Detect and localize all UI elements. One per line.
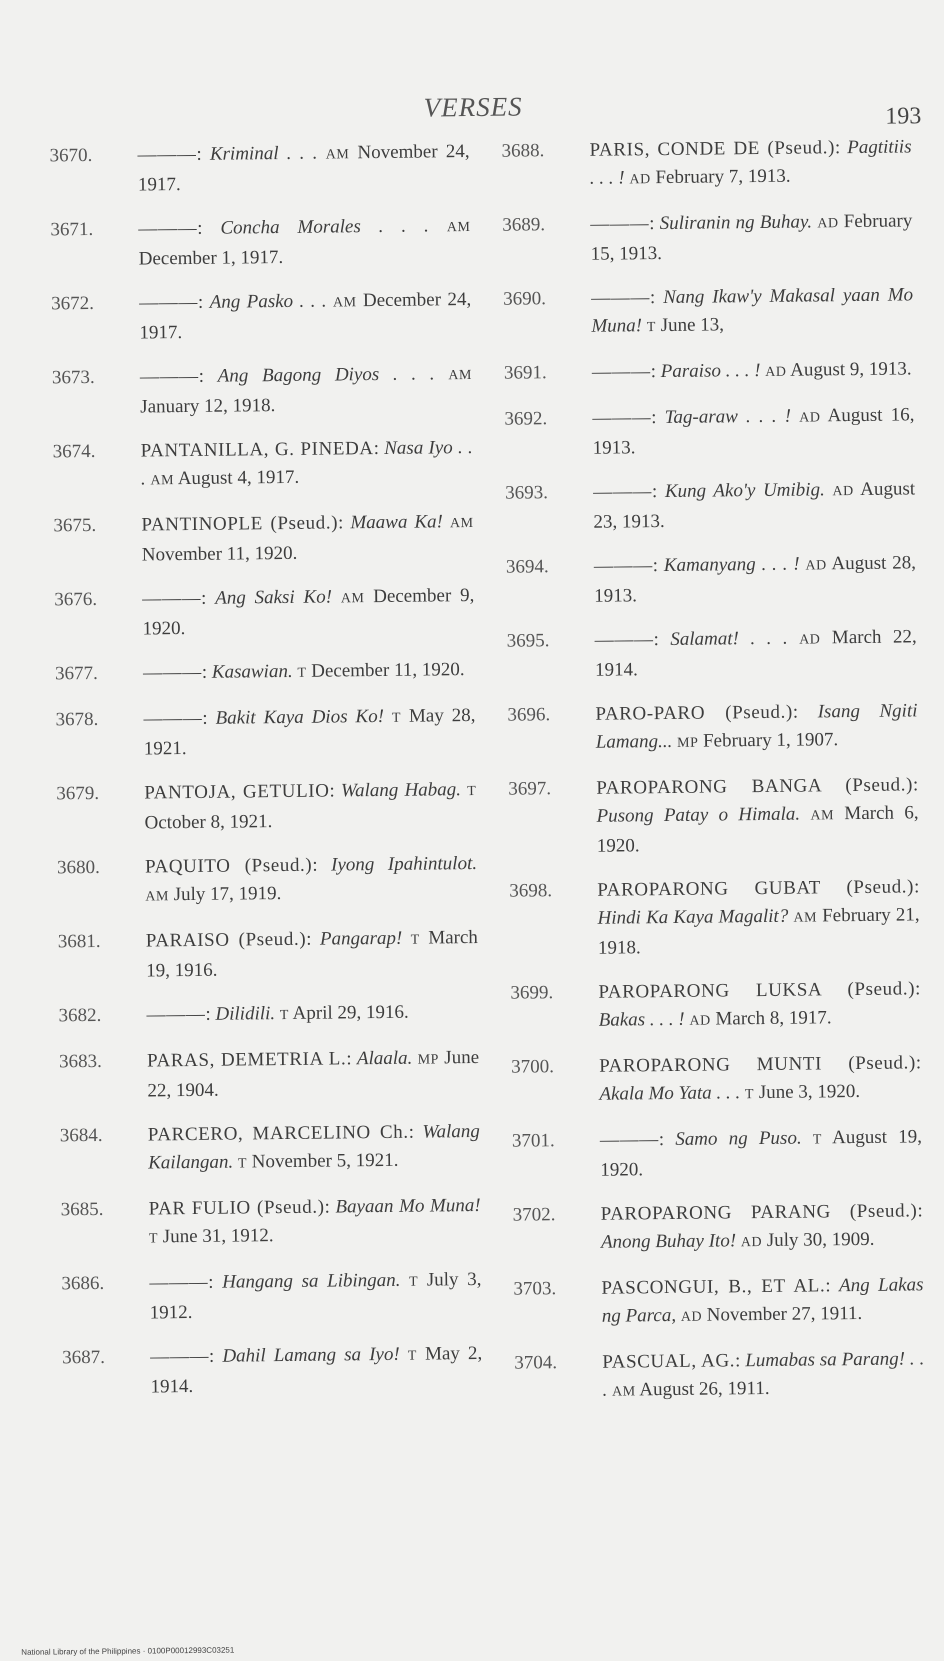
entry-body: PAROPARONG MUNTI (Pseud.): Akala Mo Yata . . . T June 3, 1920. <box>599 1052 922 1105</box>
entry-date: August 16, 1913. <box>592 404 915 459</box>
entry-body: ———: Kriminal . . . AM November 24, 1917. <box>137 141 470 196</box>
entry-date: May 28, 1921. <box>143 705 476 760</box>
entry-date: November 27, 1911. <box>706 1302 863 1326</box>
entry-author: PAROPARONG GUBAT (Pseud.) <box>597 876 915 901</box>
entry-publication: AM <box>150 473 175 489</box>
page-title: VERSES <box>423 91 523 123</box>
entry-number: 3672. <box>51 292 95 315</box>
entry-body: ———: Ang Bagong Diyos . . . AM January 12, 1918. <box>139 363 473 418</box>
entry-author: PAQUITO (Pseud.) <box>144 854 313 878</box>
entry-publication: AD <box>805 558 827 574</box>
entry-body: PAROPARONG LUKSA (Pseud.): Bakas . . . ! AD March 8, 1917. <box>598 978 921 1031</box>
entry-title: Pangarap! <box>319 927 403 950</box>
entry-title: Tag-araw . . . ! <box>664 405 792 429</box>
entry-date: May 2, 1914. <box>150 1342 483 1398</box>
entry-author: PASCONGUI, B., ET AL. <box>601 1275 826 1299</box>
entry-title: Lumabas sa Parang! . . . <box>602 1348 925 1401</box>
entry-publication: AM <box>332 295 357 311</box>
entry-author: PARIS, CONDE DE (Pseud.) <box>589 137 836 161</box>
entry-body: ———: Ang Saksi Ko! AM December 9, 1920. <box>142 585 475 640</box>
entry-title: Samo ng Puso. <box>675 1127 802 1150</box>
entry-publication: AM <box>145 889 170 905</box>
bibliography-entry <box>50 212 471 274</box>
entry-date: July 30, 1909. <box>766 1228 875 1251</box>
entry-title: Hangang sa Libingan. <box>222 1269 401 1293</box>
entry-date: June 3, 1920. <box>758 1080 861 1104</box>
entry-number: 3690. <box>503 288 546 310</box>
entry-publication: AD <box>765 364 787 380</box>
entry-body: PARCERO, MARCELINO Ch.: Walang Kailangan. T November 5, 1921. <box>147 1120 480 1174</box>
entry-date: August 28, 1913. <box>594 552 917 607</box>
entry-author: ——— <box>591 287 651 309</box>
entry-author: PARO-PARO (Pseud.) <box>595 701 793 725</box>
bibliography-entry <box>51 286 472 348</box>
entry-body: ———: Kung Ako'y Umibig. AD August 23, 1913. <box>593 478 916 533</box>
entry-author: ——— <box>592 407 652 429</box>
bibliography-entry <box>501 133 912 195</box>
entry-number: 3704. <box>514 1352 558 1374</box>
entry-publication: AD <box>799 632 821 648</box>
entry-title: Dilidili. <box>215 1003 276 1025</box>
entry-body: ———: Dahil Lamang sa Iyo! T May 2, 1914. <box>150 1342 483 1398</box>
entry-date: March 8, 1917. <box>715 1007 832 1030</box>
entry-title: Paraiso . . . ! <box>660 359 761 383</box>
entry-author: ——— <box>139 291 199 314</box>
entry-date: February 21, 1918. <box>597 904 920 959</box>
bibliography-entry <box>58 998 478 1032</box>
entry-author: PAROPARONG BANGA (Pseud.) <box>596 774 914 799</box>
entry-author: ——— <box>143 707 203 730</box>
entry-publication: MP <box>417 1052 440 1068</box>
entry-author: ——— <box>146 1003 206 1026</box>
entry-number: 3691. <box>503 362 547 384</box>
entry-body: ———: Kamanyang . . . ! AD August 28, 1913. <box>593 552 917 607</box>
bibliography-entry <box>505 475 916 537</box>
entry-date: February 15, 1913. <box>590 210 913 265</box>
entry-title: Dahil Lamang sa Iyo! <box>222 1343 400 1367</box>
entry-body: PAROPARONG BANGA (Pseud.): Pusong Patay o Himala. AM March 6, 1920. <box>596 774 919 857</box>
entry-title: Iyong Ipahintulot. <box>330 852 478 876</box>
entry-author: PASCUAL, AG. <box>602 1350 736 1373</box>
entry-body: PARAISO (Pseud.): Pangarap! T March 19, 1916. <box>145 926 478 982</box>
bibliography-entry <box>57 850 478 912</box>
entry-publication: T <box>237 1156 248 1172</box>
entry-author: ——— <box>590 213 650 235</box>
entry-title: Akala Mo Yata . . . <box>599 1082 741 1105</box>
entry-date: June 13, <box>660 314 725 337</box>
entry-publication: AM <box>448 368 473 384</box>
bibliography-entry <box>506 549 917 611</box>
entry-publication: T <box>744 1087 755 1103</box>
entry-body: PAROPARONG PARANG (Pseud.): Anong Buhay Ito! AD July 30, 1909. <box>600 1200 923 1253</box>
entry-author: PAROPARONG MUNTI (Pseud.) <box>599 1052 916 1077</box>
entry-date: June 22, 1904. <box>147 1046 480 1102</box>
entry-date: December 1, 1917. <box>138 246 284 270</box>
entry-publication: T <box>297 665 307 681</box>
entry-publication: T <box>148 1231 159 1247</box>
entry-publication: AM <box>449 516 474 532</box>
entry-body: ———: Hangang sa Libingan. T July 3, 1912. <box>149 1268 482 1324</box>
entry-title: Kamanyang . . . ! <box>663 553 800 577</box>
entry-author: ——— <box>599 1129 659 1151</box>
entry-author: PAROPARONG PARANG (Pseud.) <box>600 1200 918 1225</box>
bibliography-entry <box>513 1197 924 1259</box>
entry-date: August 19, 1920. <box>600 1126 923 1181</box>
entry-date: August 26, 1911. <box>639 1377 770 1401</box>
entry-date: August 4, 1917. <box>177 466 300 490</box>
bibliography-entry <box>507 697 918 759</box>
entry-number: 3700. <box>511 1056 555 1078</box>
entry-publication: MP <box>677 735 699 751</box>
bibliography-entry <box>507 623 918 685</box>
entry-body: ———: Kasawian. T December 11, 1920. <box>142 659 465 684</box>
entry-title: Kasawian. <box>211 660 293 683</box>
entry-number: 3688. <box>501 140 545 162</box>
bibliography-entry <box>55 656 475 690</box>
entry-publication: T <box>407 1348 418 1364</box>
entry-date: August 23, 1913. <box>593 478 916 533</box>
entry-date: July 17, 1919. <box>173 883 282 906</box>
entry-date: November 11, 1920. <box>141 542 298 566</box>
entry-title: Anong Buhay Ito! <box>600 1230 737 1253</box>
bibliography-entry <box>58 924 479 986</box>
entry-title: Bayaan Mo Muna! <box>335 1194 481 1218</box>
bibliography-entry <box>509 873 920 963</box>
entry-publication: AM <box>446 220 471 236</box>
bibliography-entry <box>502 207 913 269</box>
entry-body: PANTOJA, GETULIO: Walang Habag. T October 8, 1921. <box>144 779 477 834</box>
entry-date: August 9, 1913. <box>790 358 912 381</box>
entry-body: ———: Dilidili. T April 29, 1916. <box>146 1001 409 1026</box>
entry-title: Kriminal . . . <box>209 142 318 165</box>
entry-publication: AM <box>612 1384 636 1400</box>
entry-title: Ang Lakas ng Parca, <box>601 1274 924 1327</box>
entry-publication: AD <box>680 1309 703 1325</box>
entry-number: 3674. <box>52 440 96 463</box>
entry-number: 3696. <box>507 704 551 726</box>
entry-author: PAR FULIO (Pseud.) <box>148 1196 325 1220</box>
entry-date: November 24, 1917. <box>137 141 470 196</box>
entry-author: ——— <box>594 629 654 651</box>
entry-number: 3702. <box>512 1204 556 1226</box>
entry-date: July 3, 1912. <box>149 1268 482 1324</box>
entry-publication: AD <box>832 484 854 500</box>
entry-title: Isang Ngiti Lamang... <box>595 700 918 753</box>
entry-number: 3695. <box>506 630 550 652</box>
entry-number: 3681. <box>57 930 101 953</box>
entry-title: Bakas . . . ! <box>598 1008 685 1031</box>
entry-title: Pusong Patay o Himala. <box>596 803 801 827</box>
entry-author: ——— <box>142 661 202 684</box>
entry-body: PARO-PARO (Pseud.): Isang Ngiti Lamang... MP February 1, 1907. <box>595 700 918 753</box>
entry-publication: T <box>646 320 656 336</box>
entry-title: Kung Ako'y Umibig. <box>664 479 825 503</box>
entry-publication: AD <box>799 410 821 426</box>
entry-body: ———: Samo ng Puso. T August 19, 1920. <box>599 1126 923 1181</box>
entry-author: PAROPARONG LUKSA (Pseud.) <box>598 978 916 1003</box>
entry-number: 3678. <box>55 708 99 731</box>
bibliography-entry <box>56 776 477 838</box>
entry-number: 3692. <box>504 408 548 430</box>
entry-number: 3689. <box>502 214 546 236</box>
entry-number: 3698. <box>509 880 553 902</box>
entry-title: Walang Habag. <box>340 779 462 802</box>
entry-number: 3682. <box>58 1004 102 1027</box>
entry-publication: AD <box>740 1235 763 1251</box>
entry-author: PANTOJA, GETULIO <box>144 780 330 804</box>
entry-title: Concha Morales . . . <box>220 215 429 239</box>
entry-number: 3684. <box>59 1124 103 1147</box>
entry-author: ——— <box>149 1271 209 1294</box>
bibliography-entry <box>504 355 914 389</box>
entry-body: PANTANILLA, G. PINEDA: Nasa Iyo . . . AM August 4, 1917. <box>140 437 473 490</box>
entry-publication: T <box>279 1007 290 1024</box>
bibliography-entry <box>504 401 915 463</box>
entry-number: 3699. <box>510 982 554 1004</box>
entry-number: 3673. <box>51 366 95 389</box>
bibliography-entry <box>54 582 475 644</box>
entry-body: PASCONGUI, B., ET AL.: Ang Lakas ng Parca, AD November 27, 1911. <box>601 1274 924 1327</box>
entry-number: 3686. <box>61 1272 105 1295</box>
entry-body: ———: Paraiso . . . ! AD August 9, 1913. <box>591 358 912 383</box>
bibliography-entry <box>61 1266 482 1328</box>
entry-publication: AM <box>810 808 835 824</box>
right-column <box>501 133 924 1423</box>
entry-body: PAROPARONG GUBAT (Pseud.): Hindi Ka Kaya Magalit? AM February 21, 1918. <box>597 876 920 959</box>
bibliography-entry <box>511 1049 922 1111</box>
entry-body: ———: Concha Morales . . . AM December 1, 1917. <box>138 215 471 270</box>
entry-date: June 31, 1912. <box>162 1225 274 1248</box>
entry-number: 3680. <box>56 856 100 879</box>
entry-publication: AM <box>793 910 818 926</box>
entry-title: Hindi Ka Kaya Magalit? <box>597 905 789 929</box>
entry-title: Pagtitiis . . . ! <box>589 136 912 189</box>
entry-body: ———: Tag-araw . . . ! AD August 16, 1913. <box>592 404 915 459</box>
entry-body: ———: Salamat! . . . AD March 22, 1914. <box>594 626 917 681</box>
page-number: 193 <box>885 103 922 130</box>
entry-title: Salamat! . . . <box>670 627 788 650</box>
entry-body: ———: Ang Pasko . . . AM December 24, 1917. <box>139 289 472 344</box>
entry-title: Alaala. <box>356 1047 413 1070</box>
bibliography-entry <box>59 1044 480 1106</box>
entry-publication: AD <box>629 172 651 188</box>
entry-body: PAQUITO (Pseud.): Iyong Ipahintulot. AM July 17, 1919. <box>144 852 478 906</box>
entry-title: Ang Pasko . . . <box>209 290 327 313</box>
entry-number: 3687. <box>62 1346 106 1369</box>
entry-number: 3701. <box>511 1130 555 1152</box>
entry-title: Nang Ikaw'y Makasal yaan Mo Muna! <box>591 284 914 337</box>
entry-author: ——— <box>138 217 198 240</box>
entry-publication: T <box>410 932 420 948</box>
entry-title: Walang Kailangan. <box>148 1120 480 1174</box>
entry-number: 3703. <box>513 1278 557 1300</box>
entry-author: PANTANILLA, G. PINEDA <box>140 438 374 462</box>
bibliography-entry <box>508 771 919 861</box>
entry-date: October 8, 1921. <box>144 811 273 834</box>
entry-number: 3679. <box>56 782 100 805</box>
entry-publication: AD <box>689 1013 711 1029</box>
entry-date: December 24, 1917. <box>139 289 472 344</box>
entry-publication: AM <box>325 147 350 163</box>
bibliography-entry <box>514 1345 925 1407</box>
entry-body: ———: Nang Ikaw'y Makasal yaan Mo Muna! T June 13, <box>591 284 914 337</box>
entry-number: 3694. <box>505 556 549 578</box>
entry-number: 3677. <box>54 662 98 685</box>
entry-date: February 1, 1907. <box>702 729 839 752</box>
entry-number: 3697. <box>508 778 552 800</box>
entry-date: March 22, 1914. <box>594 626 917 681</box>
entry-date: December 9, 1920. <box>142 585 475 640</box>
entry-title: Ang Bagong Diyos . . . <box>217 363 435 387</box>
left-column <box>49 138 482 1418</box>
entry-number: 3676. <box>54 588 98 611</box>
entry-author: ——— <box>591 361 651 383</box>
bibliography-entry <box>503 281 914 343</box>
entry-date: March 19, 1916. <box>146 926 478 982</box>
entry-author: ——— <box>593 555 653 577</box>
entry-publication: T <box>812 1132 823 1148</box>
entry-publication: AD <box>817 216 839 232</box>
entry-number: 3683. <box>58 1050 102 1073</box>
entry-body: PAR FULIO (Pseud.): Bayaan Mo Muna! T June 31, 1912. <box>148 1194 481 1248</box>
entry-publication: T <box>409 1274 419 1290</box>
entry-title: Maawa Ka! <box>350 511 444 534</box>
entry-author: ——— <box>137 143 197 166</box>
entry-body: PASCUAL, AG.: Lumabas sa Parang! . . . AM August 26, 1911. <box>602 1348 925 1401</box>
entry-date: February 7, 1913. <box>655 165 791 189</box>
entry-author: PARCERO, MARCELINO Ch. <box>147 1121 409 1146</box>
entry-body: PANTINOPLE (Pseud.): Maawa Ka! AM November 11, 1920. <box>141 511 474 566</box>
entry-author: ——— <box>593 481 653 503</box>
entry-date: January 12, 1918. <box>140 395 276 418</box>
entry-body: PARAS, DEMETRIA L.: Alaala. MP June 22, 1904. <box>146 1046 480 1102</box>
bibliography-entry <box>53 434 474 496</box>
entry-author: ——— <box>150 1345 210 1368</box>
entry-number: 3675. <box>53 514 97 537</box>
bibliography-entry <box>513 1271 924 1333</box>
entry-body: ———: Bakit Kaya Dios Ko! T May 28, 1921. <box>143 705 476 760</box>
entry-title: Nasa Iyo . . . <box>140 437 473 490</box>
bibliography-entry <box>61 1192 482 1254</box>
bibliography-entry <box>52 360 473 422</box>
entry-publication: T <box>467 783 477 800</box>
bibliography-entry <box>49 138 470 200</box>
entry-author: ——— <box>139 365 199 388</box>
entry-number: 3693. <box>505 482 549 504</box>
bibliography-entry <box>53 508 474 570</box>
entry-publication: T <box>391 710 402 726</box>
entry-date: March 6, 1920. <box>596 802 919 857</box>
entry-date: December 11, 1920. <box>311 659 465 682</box>
bibliography-entry <box>55 702 476 764</box>
entry-number: 3671. <box>50 218 94 241</box>
entry-number: 3685. <box>60 1198 104 1221</box>
entry-number: 3670. <box>49 144 93 167</box>
entry-publication: AM <box>340 591 365 607</box>
entry-author: PARAS, DEMETRIA L. <box>146 1048 347 1072</box>
footer-caption: National Library of the Philippines · 0100P00012993C03251 <box>21 1645 235 1657</box>
entry-author: ——— <box>142 587 202 610</box>
entry-body: PARIS, CONDE DE (Pseud.): Pagtitiis . . . ! AD February 7, 1913. <box>589 136 912 189</box>
entry-author: PARAISO (Pseud.) <box>145 928 307 952</box>
entry-body: ———: Suliranin ng Buhay. AD February 15, 1913. <box>590 210 913 265</box>
bibliography-entry <box>62 1340 483 1402</box>
entry-date: November 5, 1921. <box>251 1149 399 1173</box>
entry-author: PANTINOPLE (Pseud.) <box>141 512 339 536</box>
entry-title: Suliranin ng Buhay. <box>659 211 813 235</box>
bibliography-entry <box>512 1123 923 1185</box>
entry-title: Bakit Kaya Dios Ko! <box>215 705 385 729</box>
entry-title: Ang Saksi Ko! <box>215 586 333 609</box>
bibliography-entry <box>60 1118 481 1180</box>
entry-date: April 29, 1916. <box>292 1001 409 1024</box>
bibliography-entry <box>510 975 921 1037</box>
